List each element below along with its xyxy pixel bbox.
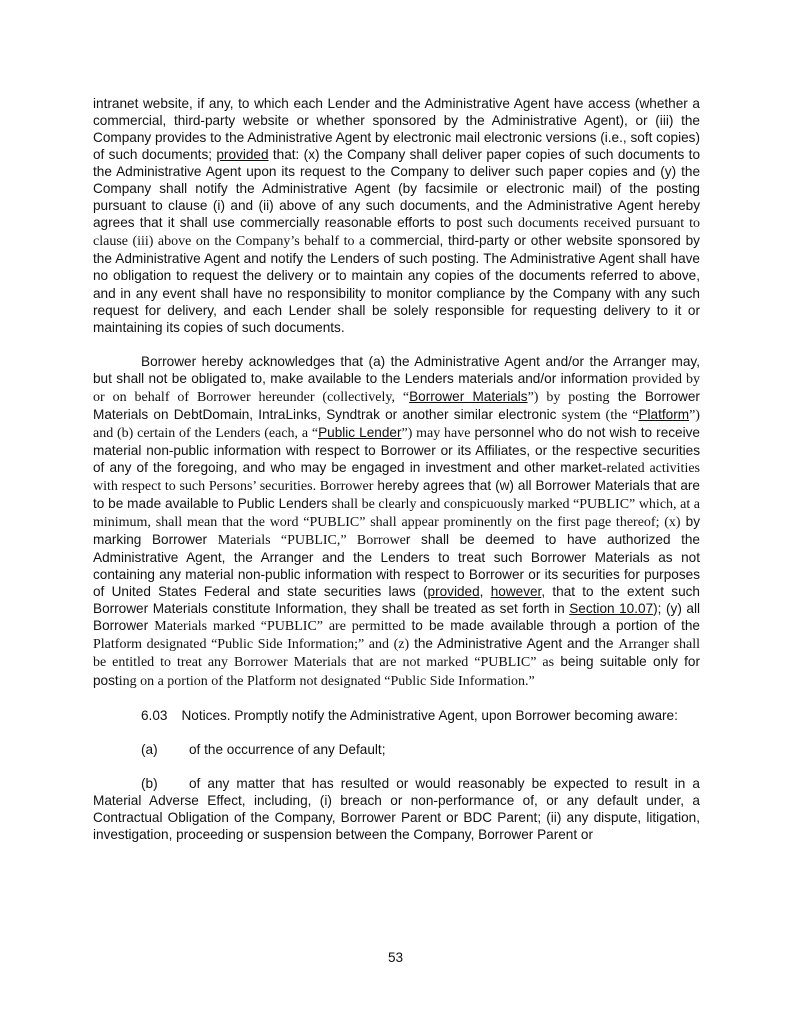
text-run: shall be clearly and conspicuously marked “PUBLIC” which, at a minimum, shall mean that the word “PUBLIC” shall appear prominently on the first page thereof; (x) [93,497,701,531]
text-run: the Administrative Agent and the [409,636,619,652]
text-run: ing on a portion of the Platform not designated “Public Side Information.” [118,673,535,689]
section-reference: Section 10.07 [569,601,654,617]
provided-term: provided [216,147,269,163]
text-run: Platform designated “Public Side Information;” and (z) [93,637,410,653]
text-run: hereby agrees that (w) all Borrower Materials that are to be made available to Public Lenders [93,477,700,512]
text-run: the Borrower Materials on DebtDomain, IntraLinks, Syndtrak or another similar electronic [93,388,700,422]
text-run: personnel who do not wish to receive material non-public information with respect to Borrower or its Affiliates, or the respective securities of any of the foregoing, and who may be engaged in investment and other market [93,424,700,475]
text-run: intranet website, if any, to which each Lender and the Administrative Agent have access (whether a commercial, third-party website or whether sponsored by the Administrative Agent), or (iii) the Company provides to the Administrative Agent by electronic mail electronic versions (i.e., soft copies) of such documents; [93,96,700,163]
list-item-text: of any matter that has resulted or would reasonably be expected to result in a Material Adverse Effect, including, (i) breach or non-performance of, or any default under, a Contractual Obligation of the Company, Borrower Parent or BDC Parent; (ii) any dispute, litigation, investigation, proceeding or suspension between the Company, Borrower Parent or [93,775,700,842]
text-run: r shall be deemed to have authorized the Administrative Agent, the Arranger and the Lenders to treat such Borrower Materials as not containing any material non-public information with respect to Borrower or its securities for purposes of United States Federal and state securities laws ( [93,532,700,600]
text-run: ”) may have [401,425,471,441]
text-run: Materials marked “PUBLIC” are permitted [154,619,406,635]
text-run: commercial, third-party or other website sponsored by the Administrative Agent and notify the Lenders of such posting. The Administrative Agent shall have no obligation to request the delivery or to maintain any copies of the documents referred to above, and in any event shall have no responsibility to monitor compliance by the Company with any such request for delivery, and each Lender shall be solely responsible for requesting delivery to it or maintaining its copies of such documents. [93,233,700,335]
text-run: ); (y) all Borrower [93,601,700,634]
paragraph-borrower-materials [93,353,700,690]
text-run: ”) by posting [527,389,610,405]
list-item-a [93,741,700,758]
text-run: that: (x) the Company shall deliver paper copies of such documents to the Administrative Agent upon its request to the Company to deliver such paper copies and (y) the Company shall notify the Administrative Agent (by facsimile or electronic mail) of the posting pursuant to clause (i) and (ii) above of any such documents, and the Administrative Agent hereby agrees that it shall use commercially reasonable efforts to post [93,147,701,231]
text-run: system (the “ [561,407,639,423]
text-run: ”) and (b) certain of the Lenders (each, a “ [93,407,700,441]
section-intro-text: Promptly notify the Administrative Agent, upon Borrower becoming aware: [230,707,678,723]
text-run: Arranger shall be entitled to treat any Borrower Materials that are not marked “PUBLIC” as [93,637,700,671]
however-term: however [490,584,542,600]
text-run: -related activities with respect to such Persons’ securities. Borrower [93,460,700,494]
text-run: Borrower hereby acknowledges that (a) the Administrative Agent and/or the Arranger may, but shall not be obligated to, make available to the Lenders materials and/or information [93,353,700,386]
text-run: , [479,584,491,600]
list-item-text: of the occurrence of any Default; [189,741,386,757]
list-marker: (b) [141,775,158,791]
list-marker: (a) [141,741,158,757]
text-run: Materials “PUBLIC,” Borrowe [217,533,406,549]
provided-term: provided [427,584,480,600]
text-run: to be made available through a portion of the [405,618,700,634]
section-6-03-heading [93,707,700,724]
text-run: , that to the extent such Borrower Materials constitute Information, they shall be treated as set forth in [93,584,700,617]
public-lender-term: Public Lender [318,424,402,440]
document-page [93,95,700,843]
list-item-b [93,775,700,843]
text-run: provided by or on behalf of Borrower hereunder (collectively, “ [93,371,701,405]
section-title: Notices. [181,707,231,723]
text-run: such documents received pursuant to clause (iii) above on the Company’s behalf to a [93,216,701,250]
paragraph-posting-documents [93,95,700,336]
text-run: being suitable only for post [93,654,700,688]
page-number: 53 [387,950,404,965]
section-number: 6.03 [141,707,168,723]
borrower-materials-term: Borrower Materials [409,388,528,404]
platform-term: Platform [638,406,690,422]
text-run: by marking Borrower [93,514,700,548]
